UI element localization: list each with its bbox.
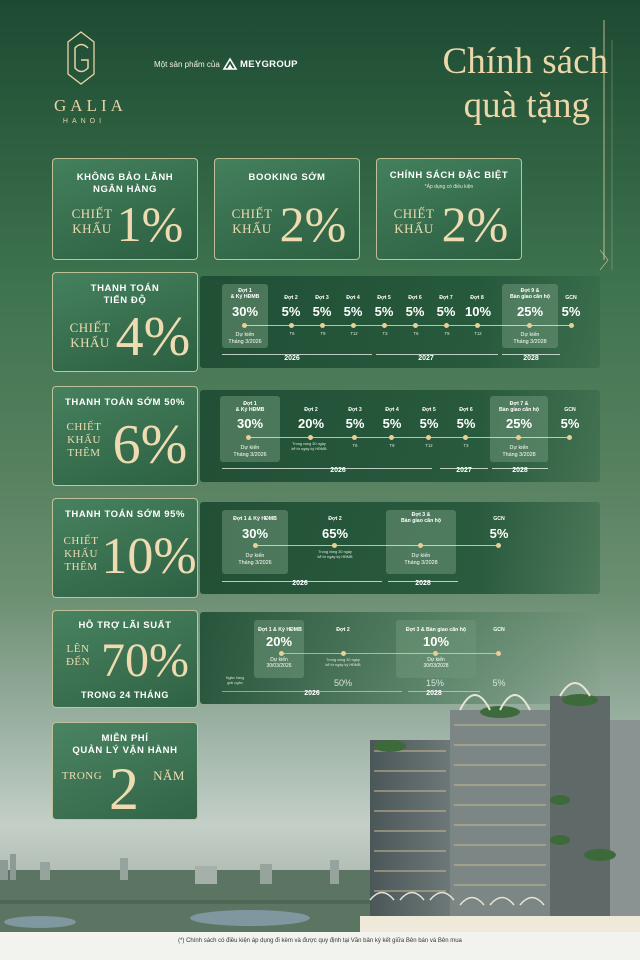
phase-label: Đợt 7 & [509,401,529,407]
card-early-payment-50 [52,386,198,486]
phase-note: 30/03/2026 [266,663,292,669]
month-label: T3 [463,443,469,448]
duration-unit: NĂM [153,768,185,783]
phase-label: Đợt 8 [470,295,484,301]
timeline-dot [496,543,501,548]
phase-percent: 5% [489,526,509,541]
phase-percent: 5% [312,304,332,319]
footnote: (*) Chính sách có điều kiện áp dụng đi kèm và được quy định tại Văn bản ký kết giữa Bên bán và Bên mua [178,938,462,944]
phase-percent: 20% [297,416,325,431]
bank-disbursement: 50% [333,678,352,688]
phase-note: Trong vòng 30 ngày [318,550,352,554]
support-label: ĐẾN [65,656,91,668]
year-label: 2026 [304,690,320,697]
phase-label: Đợt 4 [385,407,399,413]
support-value: 70% [101,634,189,687]
year-label: 2028 [512,467,528,474]
discount-value: 6% [112,414,188,476]
phase-percent: 25% [505,416,533,431]
phase-label: Đợt 9 & [520,288,540,294]
phase-note: Tháng 3/2026 [233,452,267,458]
phase-label: Bàn giao căn hộ [400,518,442,524]
month-label: T12 [474,331,482,336]
phase-note: 30/03/2028 [423,663,449,669]
developer-name: MEYGROUP [240,59,298,70]
phase-note: Dự kiến [240,445,260,451]
phase-label: Đợt 3 [315,295,329,301]
phase-label: Đợt 1 & Ký HĐMB [233,516,277,522]
galia-logo-icon [64,30,98,86]
phase-label: Bàn giao căn hộ [498,407,540,413]
timeline-line [281,653,501,654]
duration-label: TRONG [61,770,103,782]
timeline-dot [382,323,387,328]
phase-percent: 5% [560,416,580,431]
timeline-dot [426,435,431,440]
phase-label: Đợt 2 [336,627,350,633]
phase-percent: 10% [422,634,450,649]
phase-note: Tháng 3/2028 [502,452,536,458]
month-label: T6 [413,331,419,336]
phase-percent: 5% [561,304,581,319]
phase-percent: 30% [236,416,264,431]
discount-label: CHIẾT [69,320,111,335]
timeline-dot [341,651,346,656]
timeline-dot [516,435,521,440]
card-heading: THANH TOÁN SỚM 95% [64,509,186,520]
phase-label: Đợt 2 [284,295,298,301]
card-special-policy [376,158,522,260]
city-skyline-image [0,840,400,932]
year-label: 2026 [292,580,308,587]
discount-value: 1% [116,196,184,252]
month-label: T6 [352,443,358,448]
timeline-dot [242,323,247,328]
phase-label: GCN [493,516,505,522]
phase-label: GCN [493,627,505,633]
phase-percent: 5% [436,304,456,319]
discount-label: KHẤU [67,434,101,446]
phase-label: Đợt 4 [346,295,360,301]
card-heading: THANH TOÁN [90,283,160,294]
discount-label: CHIẾT [71,206,113,221]
phase-percent: 20% [265,634,293,649]
timeline-line [255,545,501,546]
discount-label: KHẤU [232,221,272,236]
discount-label: THÊM [64,561,98,573]
phase-percent: 5% [281,304,301,319]
month-label: T9 [320,331,326,336]
phase-label: GCN [565,295,577,301]
phase-label: Đợt 1 [238,288,252,294]
discount-label: CHIẾT [231,206,273,221]
discount-value: 4% [115,306,191,368]
bank-label: Ngân hàng [225,676,245,680]
phase-percent: 5% [405,304,425,319]
timeline-dot [418,543,423,548]
phase-percent: 5% [382,416,402,431]
card-free-management [52,722,198,820]
phase-percent: 5% [374,304,394,319]
phase-label: & Ký HĐMB [235,407,265,413]
timeline-progress-panel [200,276,600,368]
phase-percent: 30% [231,304,259,319]
phase-note: Tháng 3/2028 [404,560,438,566]
card-heading: MIỄN PHÍ [101,733,149,744]
timeline-dot [332,543,337,548]
month-label: T12 [425,443,433,448]
month-label: T3 [382,331,388,336]
phase-percent: 5% [419,416,439,431]
phase-label: GCN [564,407,576,413]
logo-city: HANOI [62,118,106,125]
discount-label: THÊM [67,447,101,459]
discount-value: 2% [441,196,509,252]
phase-note: Dự kiến [509,445,529,451]
phase-percent: 5% [343,304,363,319]
bank-label: giải ngân [227,681,243,685]
phase-label: Đợt 6 [459,407,473,413]
phase-note: Dự kiến [411,553,431,559]
phase-label: Đợt 3 & Bàn giao căn hộ [405,627,467,633]
phase-label: Đợt 1 & Ký HĐMB [258,627,302,633]
phase-label: Đợt 6 [408,295,422,301]
phase-note: Dự kiến [270,657,288,663]
support-duration: TRONG 24 THÁNG [81,690,169,700]
phase-note: Tháng 3/2026 [238,560,272,566]
phase-note: Dự kiến [245,553,265,559]
timeline-dot [433,651,438,656]
card-heading: BOOKING SỚM [248,172,326,183]
timeline-dot [352,435,357,440]
phase-label: Đợt 5 [422,407,436,413]
phase-label: Đợt 2 [304,407,318,413]
phase-label: Đợt 1 [243,401,257,407]
phase-label: Đợt 5 [377,295,391,301]
month-label: T9 [389,443,395,448]
timeline-dot [246,435,251,440]
card-subnote: *Áp dụng có điều kiện [424,184,474,190]
card-heading: QUẢN LÝ VẬN HÀNH [72,745,178,756]
phase-label: Đợt 2 [328,516,342,522]
discount-value: 2% [279,196,347,252]
discount-label: CHIẾT [63,535,99,547]
month-label: T6 [289,331,295,336]
month-label: T12 [350,331,358,336]
support-label: LÊN [66,643,90,655]
discount-label: KHẤU [70,335,110,350]
phase-percent: 10% [464,304,492,319]
phase-label: & Ký HĐMB [230,294,260,300]
timeline-dot [496,651,501,656]
year-label: 2026 [330,467,346,474]
timeline-dot [279,651,284,656]
timeline-dot [389,435,394,440]
building-render-image [360,680,640,932]
discount-value: 10% [101,528,197,585]
timeline-dot [475,323,480,328]
discount-label: KHẤU [64,548,98,560]
phase-note: kể từ ngày ký HĐMB [325,663,361,667]
timeline-dot [253,543,258,548]
phase-note: Dự kiến [520,332,540,338]
phase-note: kể từ ngày ký HĐMB [317,555,353,559]
year-label: 2026 [284,355,300,362]
duration-value: 2 [109,756,139,822]
decorative-line-ornament [598,20,622,270]
phase-note: Dự kiến [235,332,255,338]
discount-label: CHIẾT [66,421,102,433]
timeline-dot [351,323,356,328]
year-label: 2027 [456,467,472,474]
product-by-text: Một sản phẩm của [154,60,220,69]
phase-percent: 25% [516,304,544,319]
logo-name: GALIA [54,96,127,115]
card-no-bank-guarantee [52,158,198,260]
timeline-dot [320,323,325,328]
phase-note: Tháng 3/2028 [513,339,547,345]
phase-label: Đợt 7 [439,295,453,301]
phase-note: kể từ ngày ký HĐMB [291,447,327,451]
page-title-line2: quà tặng [463,85,590,126]
discount-label: KHẤU [394,221,434,236]
card-heading: THANH TOÁN SỚM 50% [64,397,186,408]
meygroup-logo-icon [222,56,238,72]
year-label: 2028 [426,690,442,697]
discount-label: CHIẾT [393,206,435,221]
phase-label: Đợt 3 & [411,512,431,518]
phase-percent: 30% [241,526,269,541]
card-heading: HỖ TRỢ LÃI SUẤT [78,620,172,631]
timeline-early95-panel [200,502,600,594]
phase-label: Đợt 3 [348,407,362,413]
phase-percent: 65% [321,526,349,541]
phase-note: Trong vòng 30 ngày [292,442,326,446]
bank-disbursement: 15% [425,678,444,688]
card-heading: CHÍNH SÁCH ĐẶC BIỆT [389,170,509,181]
phase-note: Tháng 3/2026 [228,339,262,345]
card-heading: KHÔNG BẢO LÃNH [76,172,174,183]
card-heading: NGÂN HÀNG [93,184,157,195]
timeline-dot [308,435,313,440]
phase-note: Dự kiến [427,657,445,663]
phase-percent: 5% [456,416,476,431]
page-title-line1: Chính sách [442,41,608,82]
year-label: 2028 [523,355,539,362]
timeline-dot [567,435,572,440]
timeline-dot [289,323,294,328]
timeline-dot [569,323,574,328]
year-label: 2028 [415,580,431,587]
bank-disbursement: 5% [492,678,506,688]
timeline-early50-panel [200,390,600,482]
card-interest-support [52,610,198,708]
timeline-dot [444,323,449,328]
timeline-dot [413,323,418,328]
card-heading: TIẾN ĐỘ [103,295,147,306]
phase-note: Trong vòng 30 ngày [326,658,360,662]
timeline-dot [463,435,468,440]
card-booking-early [214,158,360,260]
card-early-payment-95 [52,498,198,598]
timeline-dot [527,323,532,328]
timeline-line [248,437,570,438]
year-label: 2027 [418,355,434,362]
phase-label: Bàn giao căn hộ [509,294,551,300]
discount-label: KHẤU [72,221,112,236]
phase-percent: 5% [345,416,365,431]
month-label: T9 [444,331,450,336]
card-progress-payment [52,272,198,372]
